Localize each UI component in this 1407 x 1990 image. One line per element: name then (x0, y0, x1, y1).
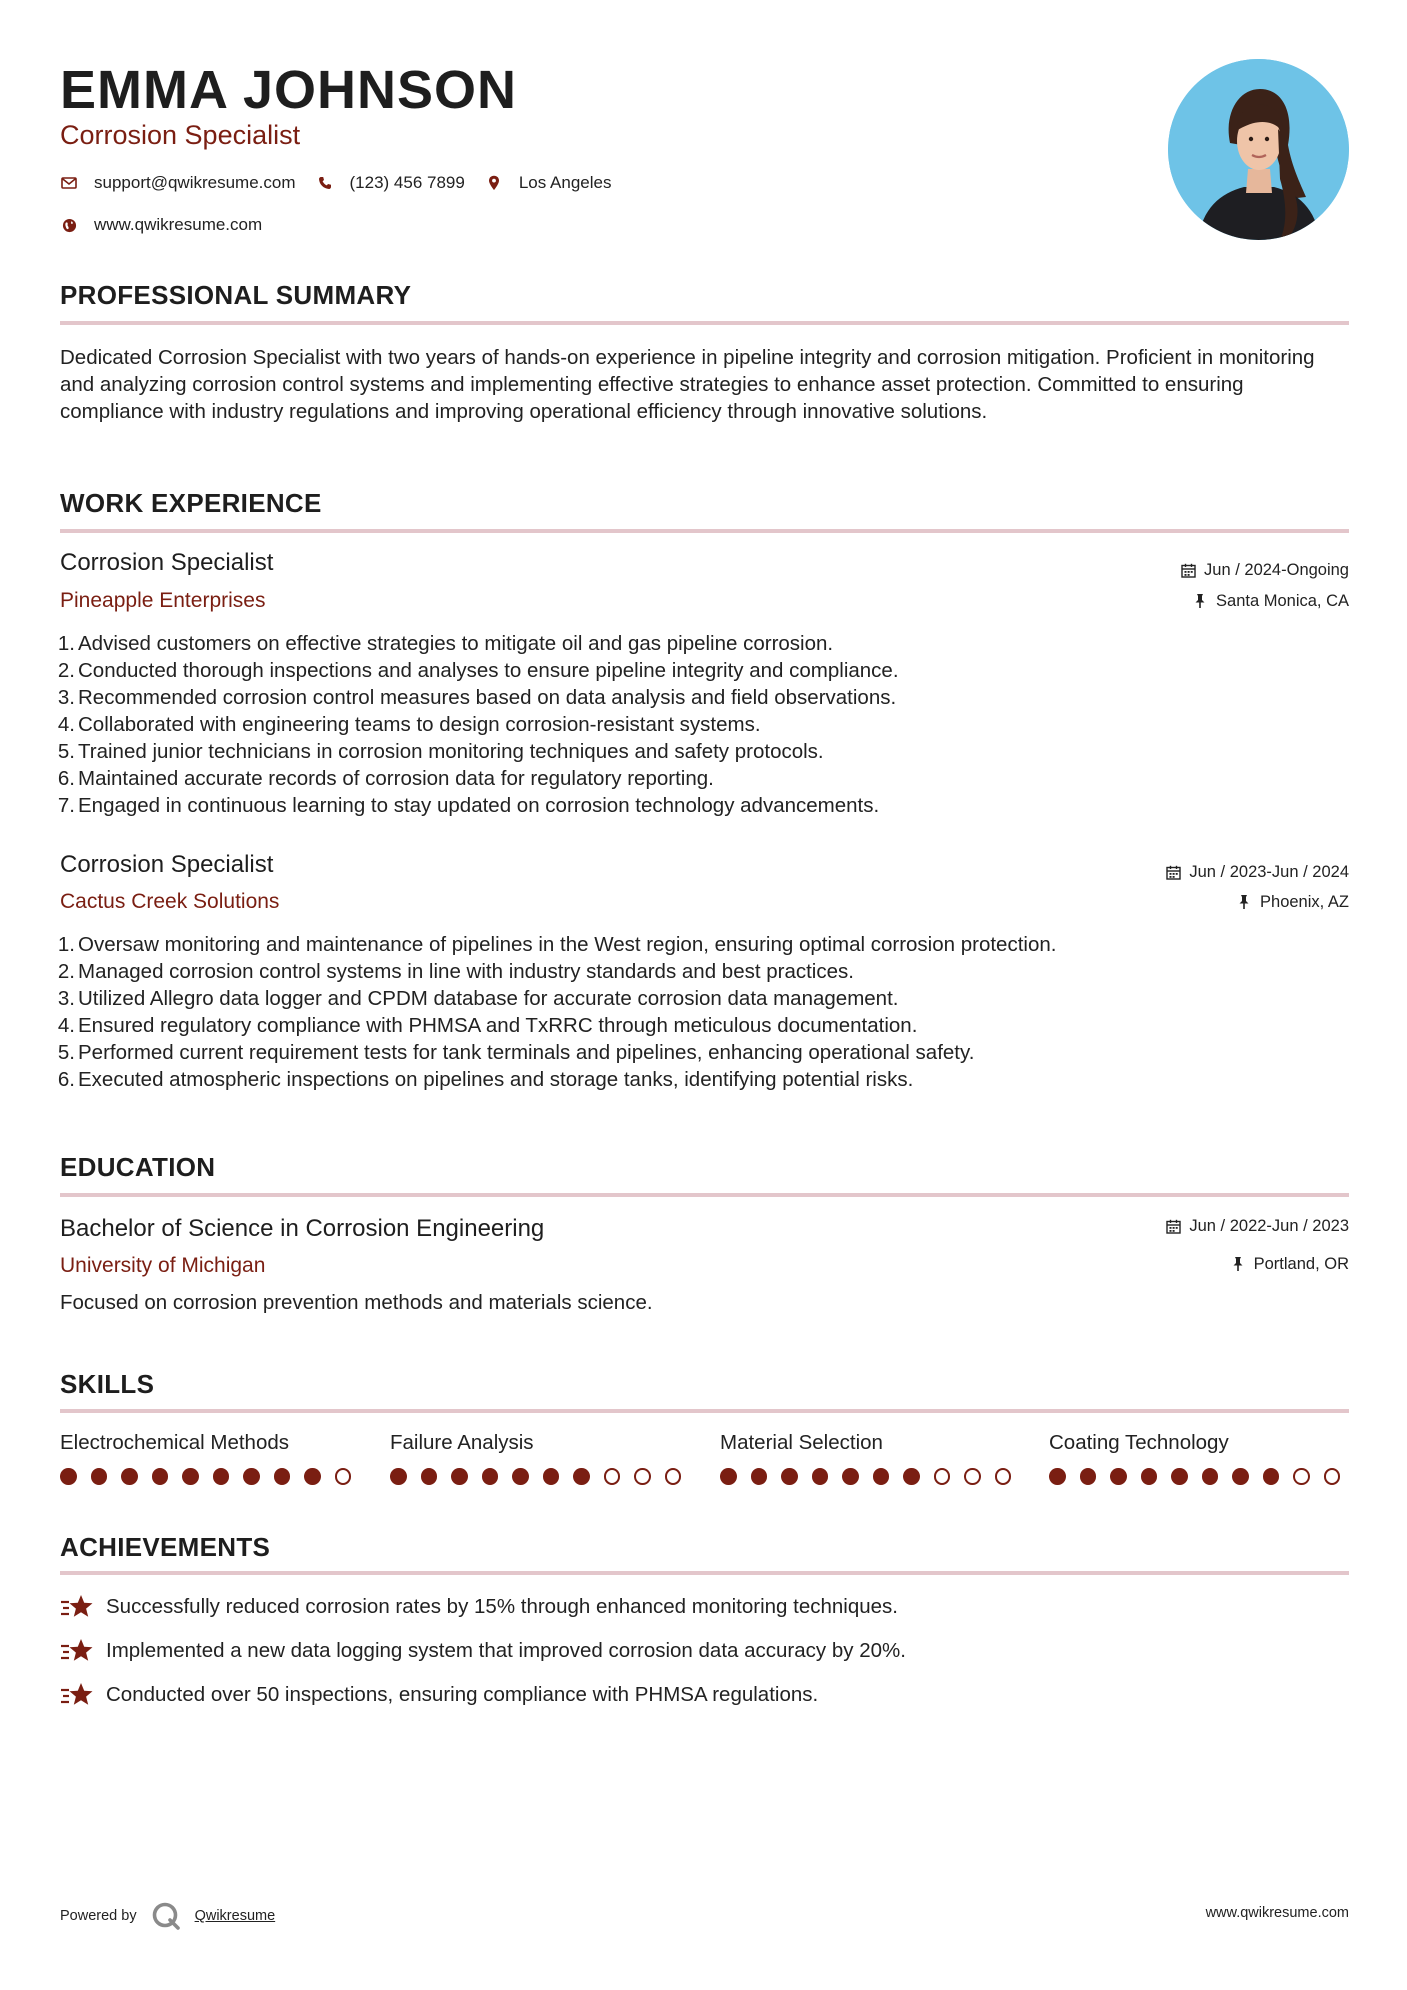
rating-dot-filled (421, 1468, 438, 1485)
rating-dot-empty (665, 1468, 682, 1485)
rating-dot-filled (543, 1468, 560, 1485)
list-item: 5. Trained junior technicians in corrosion monitoring techniques and safety protocols. (57, 740, 824, 763)
list-item: 2. Conducted thorough inspections and analyses to ensure pipeline integrity and compliance. (57, 659, 899, 682)
skill-item (60, 1430, 365, 1485)
rating-dot-filled (152, 1468, 169, 1485)
job-title: Corrosion Specialist (60, 549, 274, 576)
list-item: 1. Advised customers on effective strategies to mitigate oil and gas pipeline corrosion. (57, 632, 834, 655)
rating-dot-empty (604, 1468, 621, 1485)
list-item: 4. Collaborated with engineering teams to design corrosion-resistant systems. (57, 713, 761, 736)
star-icon (60, 1636, 94, 1666)
list-item: 1. Oversaw monitoring and maintenance of pipelines in the West region, ensuring optimal corrosion protection. (57, 933, 1057, 956)
achievement-text: Conducted over 50 inspections, ensuring compliance with PHMSA regulations. (106, 1683, 819, 1706)
skill-item (390, 1430, 695, 1485)
contact-row-secondary (60, 212, 282, 238)
rating-dot-filled (1049, 1468, 1066, 1485)
skill-rating (1049, 1468, 1354, 1485)
experience-heading: WORK EXPERIENCE (60, 488, 322, 518)
rating-dot-empty (964, 1468, 981, 1485)
job-dates-text: Jun / 2023-Jun / 2024 (1189, 863, 1349, 881)
star-icon (60, 1592, 94, 1622)
rating-dot-filled (751, 1468, 768, 1485)
rating-dot-filled (390, 1468, 407, 1485)
list-item: 3. Utilized Allegro data logger and CPDM database for accurate corrosion data management. (57, 987, 899, 1010)
footer-powered-by (60, 1900, 275, 1932)
job-location (1236, 891, 1349, 913)
summary-text: Dedicated Corrosion Specialist with two years of hands-on experience in pipeline integrity and corrosion mitigation. Proficient in monitoring and analyzing corrosion control systems and implementing effective strategies to enhance asset protection. Committed to ensuring compliance with industry regulations and improving operational efficiency through innovative solutions. (60, 346, 1315, 423)
rating-dot-filled (182, 1468, 199, 1485)
list-item: 3. Recommended corrosion control measures based on data analysis and field observations. (57, 686, 897, 709)
footer-url[interactable]: www.qwikresume.com (1205, 1905, 1349, 1921)
section-divider (60, 1409, 1349, 1413)
section-divider (60, 529, 1349, 533)
candidate-role: Corrosion Specialist (60, 120, 301, 150)
rating-dot-filled (1232, 1468, 1249, 1485)
education-location (1230, 1253, 1349, 1275)
pushpin-icon (1230, 1256, 1246, 1272)
achievement-item (60, 1592, 898, 1622)
list-item: 6. Executed atmospheric inspections on pipelines and storage tanks, identifying potential risks. (57, 1068, 914, 1091)
profile-photo (1168, 59, 1349, 240)
website-text[interactable]: www.qwikresume.com (94, 215, 263, 234)
school-name: University of Michigan (60, 1254, 266, 1277)
map-pin-icon (485, 174, 503, 192)
rating-dot-filled (873, 1468, 890, 1485)
candidate-name: EMMA JOHNSON (60, 60, 518, 120)
rating-dot-empty (1293, 1468, 1310, 1485)
achievements-heading: ACHIEVEMENTS (60, 1532, 271, 1562)
achievement-text: Implemented a new data logging system that improved corrosion data accuracy by 20%. (106, 1639, 906, 1662)
powered-by-label: Powered by (60, 1908, 137, 1924)
job-dates-text: Jun / 2024-Ongoing (1204, 561, 1349, 579)
education-location-text: Portland, OR (1253, 1255, 1349, 1273)
education-dates-text: Jun / 2022-Jun / 2023 (1189, 1217, 1349, 1235)
skill-name: Electrochemical Methods (60, 1431, 290, 1454)
email-icon (60, 174, 78, 192)
education-heading: EDUCATION (60, 1152, 216, 1182)
job-location (1192, 590, 1349, 612)
contact-row-primary (60, 170, 631, 196)
rating-dot-empty (1324, 1468, 1341, 1485)
rating-dot-filled (91, 1468, 108, 1485)
email-text[interactable]: support@qwikresume.com (94, 173, 296, 192)
pushpin-icon (1192, 593, 1208, 609)
job-title: Corrosion Specialist (60, 851, 274, 878)
skill-item (1049, 1430, 1354, 1485)
rating-dot-filled (1110, 1468, 1127, 1485)
job-location-text: Phoenix, AZ (1260, 893, 1349, 911)
calendar-icon (1165, 1218, 1181, 1234)
job-location-text: Santa Monica, CA (1216, 592, 1349, 610)
rating-dot-empty (995, 1468, 1012, 1485)
skills-heading: SKILLS (60, 1369, 155, 1399)
star-icon (60, 1680, 94, 1710)
list-item: 6. Maintained accurate records of corrosion data for regulatory reporting. (57, 767, 714, 790)
rating-dot-filled (1141, 1468, 1158, 1485)
skill-item (720, 1430, 1025, 1485)
calendar-icon (1180, 562, 1196, 578)
skill-name: Coating Technology (1049, 1431, 1229, 1454)
list-item: 4. Ensured regulatory compliance with PHMSA and TxRRC through meticulous documentation. (57, 1014, 918, 1037)
list-item: 2. Managed corrosion control systems in line with industry standards and best practices. (57, 960, 854, 983)
achievement-item (60, 1636, 906, 1666)
section-divider (60, 321, 1349, 325)
rating-dot-filled (304, 1468, 321, 1485)
calendar-icon (1165, 864, 1181, 880)
summary-heading: PROFESSIONAL SUMMARY (60, 280, 412, 310)
education-dates (1165, 1215, 1349, 1237)
job-dates (1165, 861, 1349, 883)
rating-dot-empty (934, 1468, 951, 1485)
rating-dot-filled (781, 1468, 798, 1485)
brand-link[interactable]: Qwikresume (194, 1908, 276, 1924)
location-text: Los Angeles (518, 173, 612, 192)
rating-dot-empty (335, 1468, 352, 1485)
degree-title: Bachelor of Science in Corrosion Engineering (60, 1215, 545, 1242)
section-divider (60, 1571, 1349, 1575)
rating-dot-filled (213, 1468, 230, 1485)
rating-dot-filled (903, 1468, 920, 1485)
skill-rating (720, 1468, 1025, 1485)
rating-dot-filled (1080, 1468, 1097, 1485)
skill-rating (60, 1468, 365, 1485)
job-dates (1180, 559, 1349, 581)
job-company: Pineapple Enterprises (60, 589, 266, 612)
rating-dot-filled (451, 1468, 468, 1485)
skill-rating (390, 1468, 695, 1485)
job-company: Cactus Creek Solutions (60, 890, 280, 913)
job-bullets (0, 630, 1300, 819)
rating-dot-filled (1202, 1468, 1219, 1485)
list-item: 5. Performed current requirement tests for tank terminals and pipelines, enhancing operational safety. (57, 1041, 975, 1064)
achievement-text: Successfully reduced corrosion rates by 15% through enhanced monitoring techniques. (106, 1595, 898, 1618)
phone-text[interactable]: (123) 456 7899 (349, 173, 465, 192)
rating-dot-filled (1263, 1468, 1280, 1485)
achievement-item (60, 1680, 818, 1710)
rating-dot-filled (512, 1468, 529, 1485)
rating-dot-filled (482, 1468, 499, 1485)
globe-icon (60, 216, 78, 234)
education-description: Focused on corrosion prevention methods and materials science. (60, 1291, 653, 1314)
job-bullets (0, 931, 1300, 1093)
pushpin-icon (1236, 894, 1252, 910)
rating-dot-empty (634, 1468, 651, 1485)
section-divider (60, 1193, 1349, 1197)
rating-dot-filled (1171, 1468, 1188, 1485)
skill-name: Material Selection (720, 1431, 883, 1454)
rating-dot-filled (60, 1468, 77, 1485)
list-item: 7. Engaged in continuous learning to stay updated on corrosion technology advancements. (57, 794, 880, 817)
rating-dot-filled (812, 1468, 829, 1485)
rating-dot-filled (243, 1468, 260, 1485)
rating-dot-filled (274, 1468, 291, 1485)
rating-dot-filled (121, 1468, 138, 1485)
skill-name: Failure Analysis (390, 1431, 534, 1454)
rating-dot-filled (573, 1468, 590, 1485)
rating-dot-filled (842, 1468, 859, 1485)
qwikresume-logo-icon (151, 1901, 181, 1931)
rating-dot-filled (720, 1468, 737, 1485)
phone-icon (316, 174, 334, 192)
